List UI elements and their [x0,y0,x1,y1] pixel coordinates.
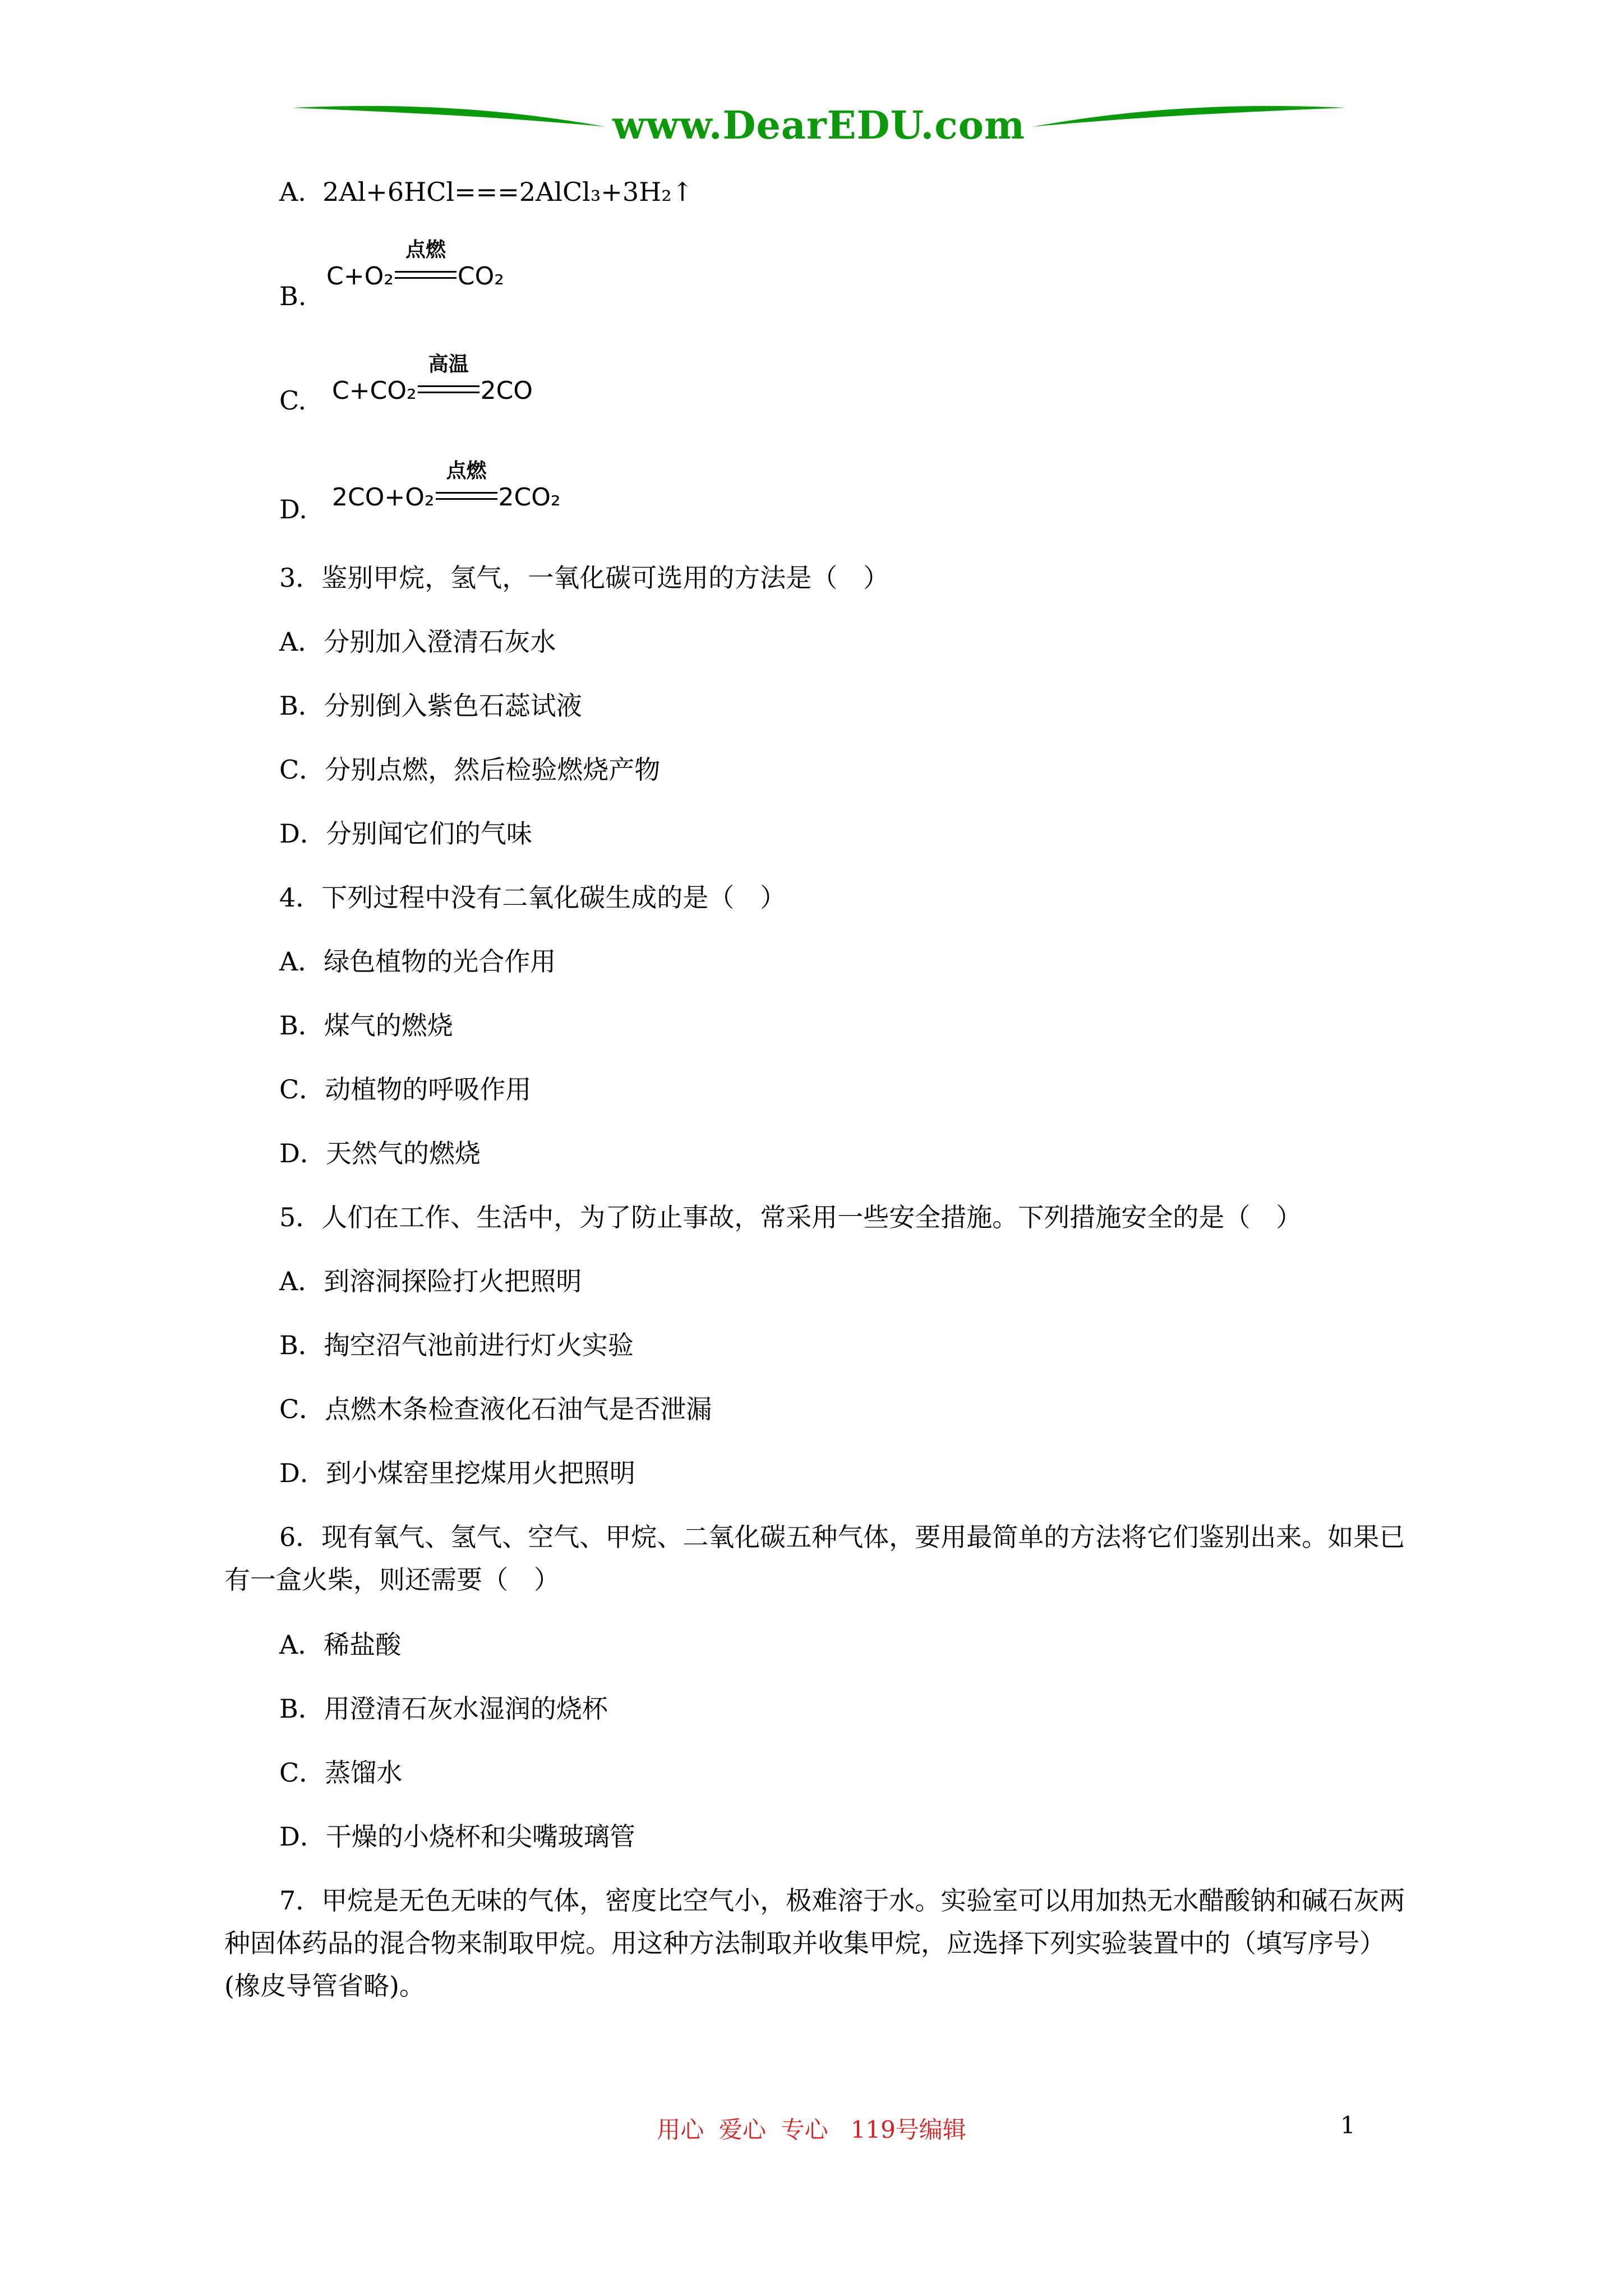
q2-option-b-label: B. [279,281,307,311]
page-number: 1 [1340,2111,1355,2139]
question-5-option-b: B．掏空沼气池前进行灯火实验 [279,1330,634,1360]
q2-option-c-label: C. [279,385,307,416]
question-5-stem: 5．人们在工作、生活中，为了防止事故，常采用一些安全措施。下列措施安全的是（ ） [279,1202,1302,1232]
question-6-option-d: D．干燥的小烧杯和尖嘴玻璃管 [279,1821,635,1852]
equation-c: C+CO₂ 高温 2CO [332,353,533,405]
question-3-option-b: B．分别倒入紫色石蕊试液 [279,691,582,721]
q2-option-d-label: D. [279,494,307,524]
question-3-option-c: C．分别点燃，然后检验燃烧产物 [279,754,661,785]
equation-a: 2Al+6HCl===2AlCl₃+3H₂↑ [322,177,694,207]
question-5-option-d: D．到小煤窑里挖煤用火把照明 [279,1458,635,1488]
option-label: A. [279,177,306,207]
site-header-banner [292,95,1346,151]
question-4-option-a: A．绿色植物的光合作用 [279,946,556,977]
question-6-option-c: C．蒸馏水 [279,1757,403,1788]
equation-b: C+O₂ 点燃 CO₂ [326,238,504,291]
question-3-option-a: A．分别加入澄清石灰水 [279,627,556,657]
page-footer-slogan: 用心 爱心 专心 119号编辑 [657,2116,966,2143]
reaction-condition: 高温 [428,353,469,376]
equals-sign [395,271,457,279]
reaction-condition: 点燃 [405,238,446,261]
equals-sign [436,492,497,500]
question-7-stem: 7．甲烷是无色无味的气体，密度比空气小，极难溶于水。实验室可以用加热无水醋酸钠和碱石灰两种固体药品的混合物来制取甲烷。用这种方法制取并收集甲烷，应选择下列实验装置中的（填写序号）(橡皮导管省略)。 [224,1885,1405,2001]
question-6-option-a: A．稀盐酸 [279,1630,402,1660]
question-4-option-d: D．天然气的燃烧 [279,1138,481,1168]
equals-sign [418,385,479,393]
equation-d: 2CO+O₂ 点燃 2CO₂ [332,459,561,512]
question-3-stem: 3．鉴别甲烷，氢气，一氧化碳可选用的方法是（ ） [279,563,889,593]
question-4-option-c: C．动植物的呼吸作用 [279,1074,532,1105]
question-5-option-c: C．点燃木条检查液化石油气是否泄漏 [279,1394,712,1424]
question-4-stem: 4．下列过程中没有二氧化碳生成的是（ ） [279,882,786,913]
question-6-stem: 6．现有氧气、氢气、空气、甲烷、二氧化碳五种气体，要用最简单的方法将它们鉴别出来。如果已有一盒火柴，则还需要（ ） [224,1522,1405,1595]
question-4-option-b: B．煤气的燃烧 [279,1010,453,1041]
question-5-option-a: A．到溶洞探险打火把照明 [279,1266,582,1296]
question-3-option-d: D．分别闻它们的气味 [279,818,532,849]
q2-option-a [279,175,693,209]
question-6-option-b: B．用澄清石灰水湿润的烧杯 [279,1694,608,1724]
reaction-condition: 点燃 [446,459,487,482]
site-name: www.DearEDU.com [612,103,1025,148]
